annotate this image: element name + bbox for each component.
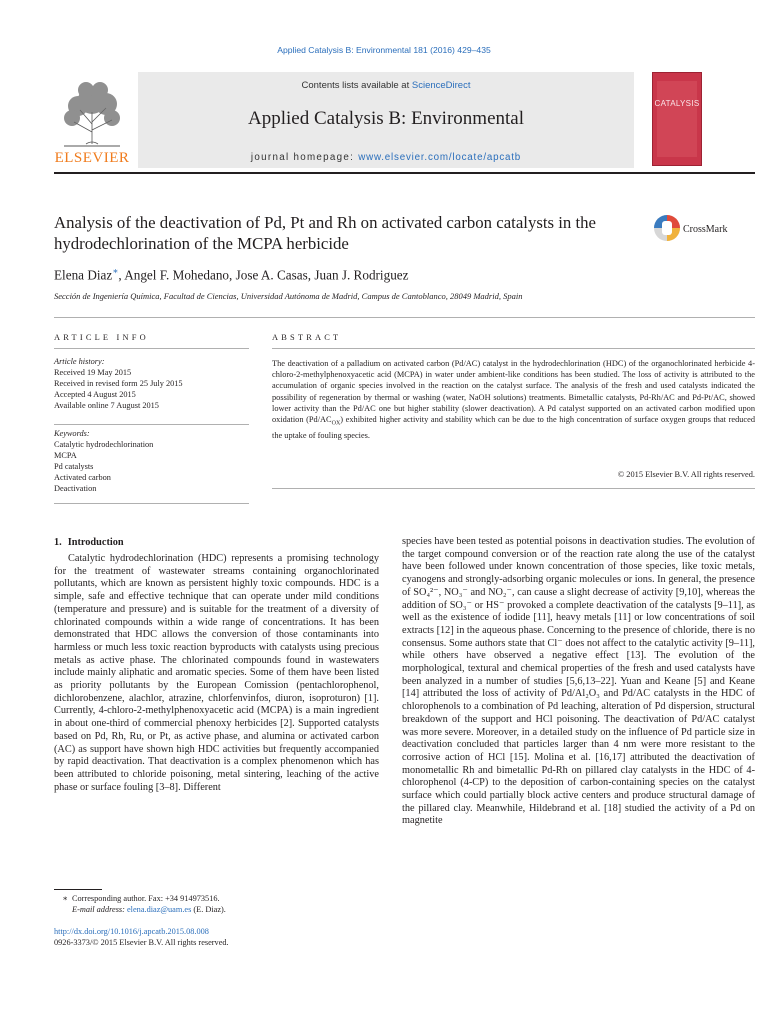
author-list: Elena Diaz∗, Angel F. Mohedano, Jose A. Casas, Juan J. Rodriguez: [54, 266, 409, 283]
abstract-part-2: ) exhibited higher activity and stability which can be due to the high concentration of surface oxygen groups that reduced the uptake of fouling species.: [272, 415, 755, 440]
history-online: Available online 7 August 2015: [54, 401, 159, 410]
footnote-email-line: [54, 904, 379, 915]
sciencedirect-link[interactable]: ScienceDirect: [411, 80, 471, 91]
keyword-item: MCPA: [54, 451, 77, 460]
email-suffix: (E. Diaz).: [191, 905, 226, 914]
footnote-corresponding-line: [54, 893, 379, 904]
history-label: Article history:: [54, 357, 105, 366]
abstract-part-1: The deactivation of a palladium on activated carbon (Pd/AC) catalyst in the hydrodechlorination (HDC) of the organochlorinated herbicide 4-chloro-2-methylphenoxyacetic acid (MCPA) in water under ambient-like conditions has been studied. The loss of activity is attributed to the accumulation of organic species involved in the reaction on the catalyst surface. The analysis of the fresh and used catalysts indicated the possibility of regeneration by thermal or washing (water, NaOH solutions) treatments. Bimetallic catalysts, Pd-Rh/AC and Pd-Pt/AC, showed lower activity than the Pd/AC one but higher stability (slower deactivation). A Pd catalyst supported on an activated carbon modified upon oxidation (Pd/AC: [272, 359, 755, 425]
doi-link[interactable]: http://dx.doi.org/10.1016/j.apcatb.2015.08.008: [54, 927, 209, 936]
author-affiliation: Sección de Ingeniería Química, Facultad de Ciencias, Universidad Autónoma de Madrid, Campus de Cantoblanco, 28049 Madrid, Spain: [54, 291, 523, 301]
body-column-right: [402, 536, 755, 828]
journal-reference-link[interactable]: Applied Catalysis B: Environmental 181 (2016) 429–435: [277, 45, 491, 55]
abstract-copyright: © 2015 Elsevier B.V. All rights reserved.: [617, 470, 755, 479]
homepage-link[interactable]: www.elsevier.com/locate/apcatb: [358, 152, 522, 163]
history-accepted: Accepted 4 August 2015: [54, 390, 136, 399]
contents-available-line: [138, 80, 634, 91]
abstract-heading: ABSTRACT: [272, 333, 342, 342]
footnote-corresponding: Corresponding author. Fax: +34 914973516.: [72, 894, 220, 903]
article-info-rule: [54, 348, 249, 349]
elsevier-wordmark: ELSEVIER: [54, 150, 130, 166]
abstract-subscript: OX: [331, 420, 341, 427]
journal-homepage-line: [138, 152, 634, 163]
keyword-item: Catalytic hydrodechlorination: [54, 440, 154, 449]
journal-title: Applied Catalysis B: Environmental: [248, 108, 524, 129]
keywords-label: Keywords:: [54, 429, 90, 438]
email-label: E-mail address:: [72, 905, 127, 914]
issn-copyright: 0926-3373/© 2015 Elsevier B.V. All rights reserved.: [54, 938, 229, 947]
footnote-marker: ∗: [62, 894, 68, 903]
corresponding-author-footnote: [54, 893, 379, 915]
keyword-item: Deactivation: [54, 484, 97, 493]
email-link[interactable]: elena.diaz@uam.es: [127, 905, 192, 914]
article-info-heading: ARTICLE INFO: [54, 333, 149, 342]
cover-panel: [657, 81, 697, 157]
abstract-end-rule: [272, 488, 755, 489]
crossmark-label[interactable]: CrossMark: [683, 224, 728, 235]
co-authors: Angel F. Mohedano, Jose A. Casas, Juan J. Rodriguez: [124, 267, 409, 283]
corresponding-author-name[interactable]: Elena Diaz: [54, 267, 113, 283]
abstract-text: [272, 358, 755, 441]
section-title: Introduction: [67, 537, 124, 548]
section-number: 1.: [54, 537, 62, 548]
header-rule: [54, 172, 755, 174]
intro-paragraph: Catalytic hydrodechlorination (HDC) represents a promising technology for the treatment of wastewater streams containing organochlorinated pollutants, which are known as persistent highly toxic compounds. HDC is a simple, safe and effective technique that can operate under mild conditions (temperature and pressure) and is suitable for the treatment of a diversity of chlorinated compounds within a wide range of concentrations. It has been demonstrated that HDC allows the conversion of those contaminants into harmless or much less toxic reaction byproducts with catalysts using precious metals as active phase. The chlorinated compounds found in wastewaters include mainly aliphatic and aromatic species. Some of them have been listed as priority pollutants by the European Comission (pentachlorophenol, dichlorobenzene, alachlor, atrazine, chlorfenvinfos, diuron, isoproturon) [1]. Currently, 4-chloro-2-methylphenoxyacetic acid (MCPA) is a main ingredient in about one-third of commercial phenoxy herbicides [2]. Supported catalysts based on Pd, Rh, Ru, or Pt, as active phase, and alumina or activated carbon (AC) as support have shown high HDC activities but frequently accompanied by rapid deactivation. That deactivation is a complex phenomenon which has been attributed to chloride poisoning, metal sintering, leaching of the active phase or surface fouling [3–8]. Different: [54, 553, 379, 793]
article-info-end-rule: [54, 503, 249, 504]
keywords-block: [54, 428, 254, 494]
body-column-left: [54, 553, 379, 794]
keyword-item: Activated carbon: [54, 473, 111, 482]
keywords-rule: [54, 424, 249, 425]
contents-prefix: Contents lists available at: [301, 80, 412, 91]
corresponding-author-marker[interactable]: ∗: [112, 266, 119, 276]
history-received: Received 19 May 2015: [54, 368, 132, 377]
abstract-rule: [272, 348, 755, 349]
homepage-prefix: journal homepage:: [250, 152, 359, 163]
divider-rule: [54, 317, 755, 318]
cover-title: CATALYSIS: [654, 99, 700, 108]
article-title: Analysis of the deactivation of Pd, Pt and Rh on activated carbon catalysts in the hydrodechlorination of the MCPA herbicide: [54, 213, 596, 253]
history-revised: Received in revised form 25 July 2015: [54, 379, 183, 388]
section-heading-introduction: [54, 537, 124, 548]
footnote-rule: [54, 889, 102, 890]
article-history: [54, 356, 254, 411]
keyword-item: Pd catalysts: [54, 462, 94, 471]
intro-paragraph-continued: species have been tested as potential poisons in deactivation studies. The evolution of the target compound conversion or of the reaction rate along the use of the catalyst have been followed under known concentration of those species, like toxic metals, cyanogens and strongly-adsorbing organic molecules or ions. In general, the presence of SO₄²⁻, NO₃⁻ and NO₂⁻, can cause a slight decrease of activity [9,10], whereas the addition of SO₃⁻ or HS⁻ provoked a complete deactivation of the catalysts [9–11], as well as the existence of iodide [11], heavy metals [11] or low concentrations of soil extracts [12] in the aqueous phase. Concerning to the presence of chloride, there is no consensus. Some authors state that Cl⁻ does not affect to the catalytic activity [9–11], while others have observed a negative effect [13]. The evolution of the morphological, textural and chemical properties of the fresh and used catalysts have been analyzed in a number of studies [5,6,13–22]. Yuan and Keane [5] and Keane [14] attributed the loss of activity of Pd/Al₂O₃ and Pd/AC catalysts in the HDC of chlorophenols to a combination of Pd leaching, alteration of Pd dispersion, structural breakdown of the support and HCl poisoning. The deactivation of Pd/AC catalyst was more severe. Moreover, in a detailed study on the influence of Pd particle size in deactivation concluded that particles larger than 4 nm were more resistant to the corrosive action of HCl [15]. Molina et al. [16,17] attributed the deactivation of monometallic Rh and bimetallic Pd-Rh on pillared clay catalysts in the HDC of 4-chlorophenol (4-CP) to the deposition of carbon-containing species on the catalyst surface which could partially block active centers and produce structural damage of the pillared clay. Meanwhile, Hildebrand et al. [18] studied the activity of a Pd on magnetite: [402, 536, 755, 827]
doi-block: [54, 926, 379, 948]
journal-cover-thumbnail[interactable]: [652, 72, 702, 166]
